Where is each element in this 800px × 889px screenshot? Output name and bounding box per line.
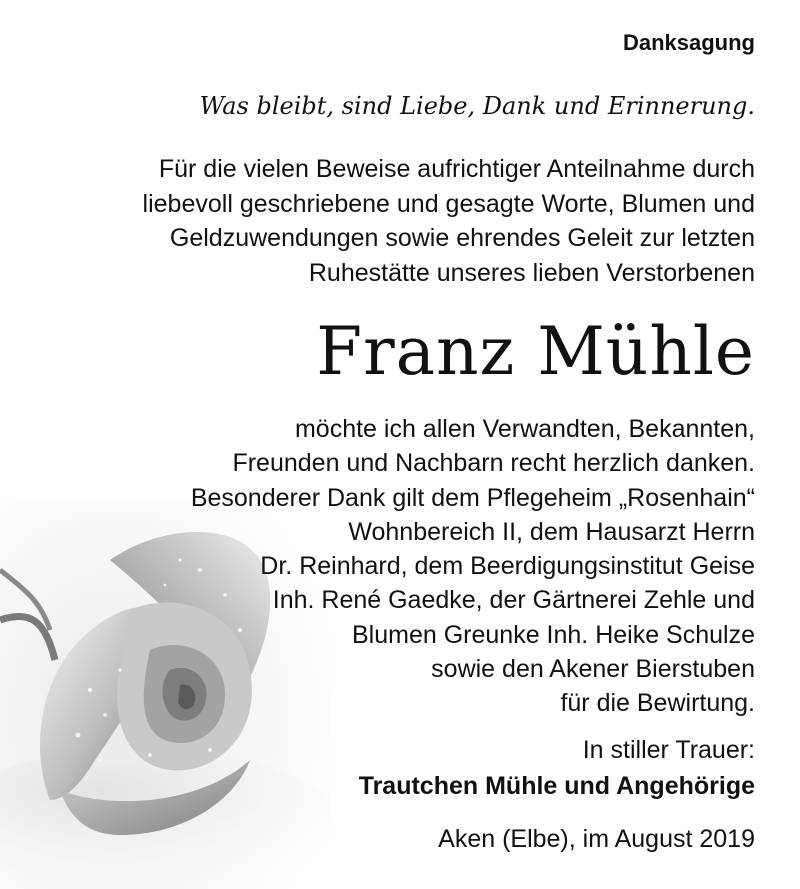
mourning-block bbox=[359, 732, 755, 804]
thanks-line: Besonderer Dank gilt dem Pflegeheim „Rosenhain“ bbox=[190, 483, 755, 512]
notice-heading: Danksagung bbox=[622, 30, 755, 55]
thanks-line: Freunden und Nachbarn recht herzlich danken. bbox=[232, 449, 755, 478]
thanks-line: für die Bewirtung. bbox=[560, 689, 755, 718]
intro-paragraph bbox=[143, 152, 755, 290]
intro-line: Ruhestätte unseres lieben Verstorbenen bbox=[308, 258, 755, 287]
mourners-names: Trautchen Mühle und Angehörige bbox=[358, 772, 755, 800]
thanks-line: sowie den Akener Bierstuben bbox=[431, 655, 755, 684]
intro-line: Geldzuwendungen sowie ehrendes Geleit zur letzten bbox=[169, 224, 755, 252]
thanks-line: Blumen Greunke Inh. Heike Schulze bbox=[352, 620, 755, 649]
intro-line: Für die vielen Beweise aufrichtiger Anteilnahme durch bbox=[158, 155, 755, 183]
deceased-name: Franz Mühle bbox=[316, 313, 755, 390]
thanks-line: Inh. René Gaedke, der Gärtnerei Zehle und bbox=[272, 586, 755, 615]
thanks-line: Wohnbereich II, dem Hausarzt Herrn bbox=[348, 517, 755, 546]
thanks-line: Dr. Reinhard, dem Beerdigungsinstitut Geise bbox=[260, 552, 755, 581]
mourning-label: In stiller Trauer: bbox=[582, 736, 755, 764]
place-and-date: Aken (Elbe), im August 2019 bbox=[438, 825, 755, 853]
thanks-line: möchte ich allen Verwandten, Bekannten, bbox=[294, 415, 755, 443]
notice-motto: Was bleibt, sind Liebe, Dank und Erinnerung. bbox=[199, 92, 755, 120]
thanks-paragraph bbox=[191, 412, 755, 721]
intro-line: liebevoll geschriebene und gesagte Worte, Blumen und bbox=[142, 189, 755, 218]
